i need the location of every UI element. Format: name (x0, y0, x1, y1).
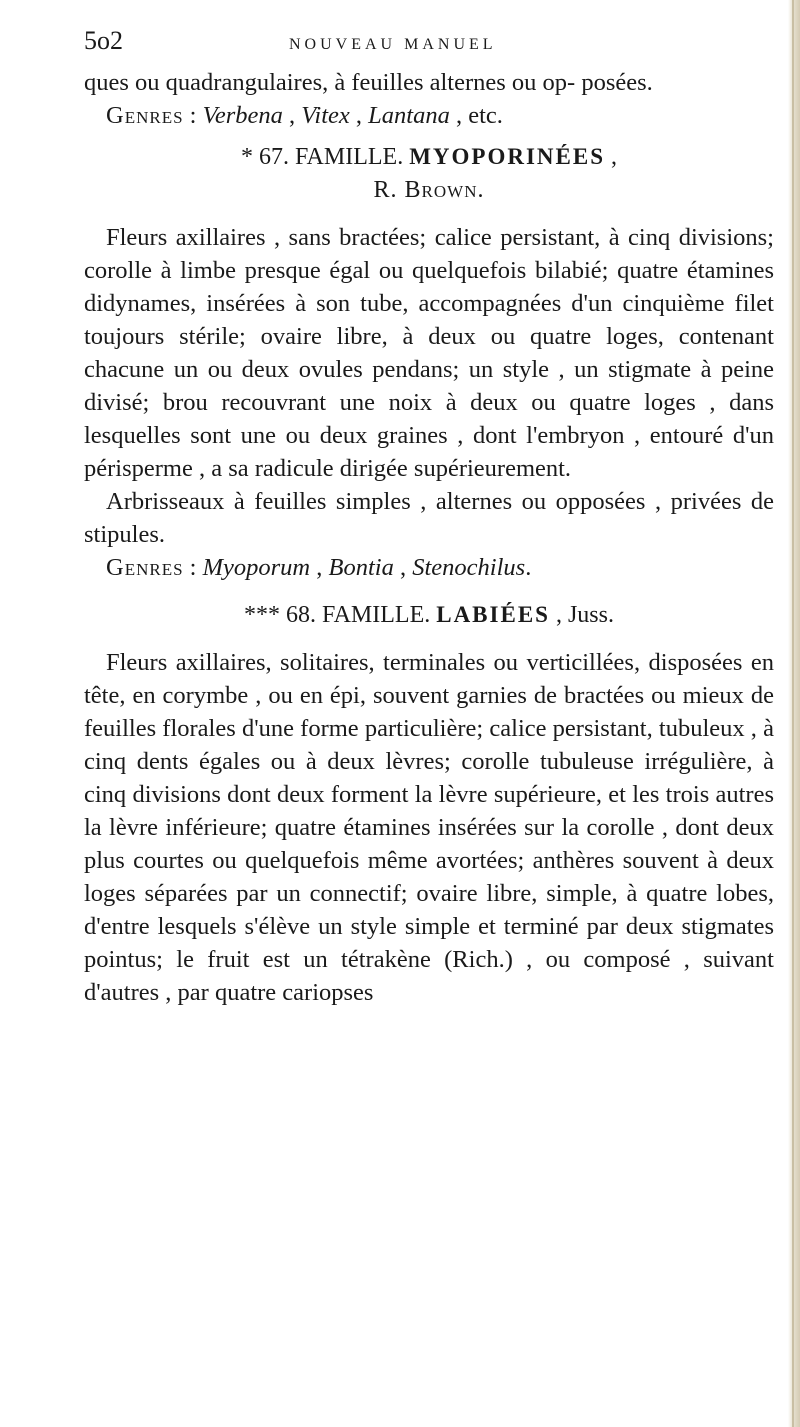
text-line: ques ou quadrangulaires, à feuilles alternes ou op- (84, 69, 576, 96)
family-heading-68: *** 68. FAMILLE. LABIÉES , Juss. (244, 602, 614, 628)
book-page (84, 26, 774, 1009)
family-heading-67: * 67. FAMILLE. MYOPORINÉES , (240, 144, 617, 170)
genus-name: Verbena (202, 102, 283, 129)
page-header (84, 26, 774, 66)
description-paragraph-67: Fleurs axillaires , sans bractées; calice persistant, à cinq divisions; corolle à limbe presque égal ou quelquefois bilabié; quatre étamines didynames, insérées à son tube, accompagnées d'un cinquième filet toujours stérile; ovaire libre, à deux ou quatre loges, contenant chacune un ou deux ovules pendans; un style , un stigmate à peine divisé; brou recouvrant une noix à deux ou quatre loges , dans lesquelles sont une ou deux graines , dont l'embryon , entouré d'un périsperme , a sa radicule dirigée supérieurement. (84, 224, 774, 482)
running-head: NOUVEAU MANUEL (289, 36, 497, 53)
family-author: R. Brown. (373, 177, 485, 203)
family-number: *** 68. FAMILLE. (244, 602, 437, 628)
family-name: MYOPORINÉES (409, 144, 605, 169)
genus-name: Myoporum (202, 554, 311, 581)
genres-label: Genres (106, 554, 184, 581)
genus-name: Vitex (301, 102, 350, 129)
family-number: * 67. FAMILLE. (240, 144, 410, 170)
page-number: 5o2 (84, 26, 123, 55)
habit-paragraph-67: Arbrisseaux à feuilles simples , alternes ou opposées , privées de stipules. (84, 488, 774, 548)
page-edge-shadow (788, 0, 800, 1427)
genus-name: Bontia (328, 554, 394, 581)
genres-label: Genres (106, 102, 184, 129)
genera-line-verbenacees: Genres : Verbena , Vitex , Lantana , etc. (106, 102, 503, 129)
page-edge-line (792, 0, 794, 1427)
genera-line-myoporinees: Genres : Myoporum , Bontia , Stenochilus. (106, 554, 532, 581)
text-line: posées. (581, 69, 653, 96)
genus-name: Stenochilus (412, 554, 526, 581)
genus-name: Lantana (368, 102, 450, 129)
continuation-paragraph (84, 66, 774, 99)
description-paragraph-68: Fleurs axillaires, solitaires, terminales ou verticillées, disposées en tête, en corymbe , ou en épi, souvent garnies de bractées ou mieux de feuilles florales d'une forme particulière; calice persistant, tubuleux , à cinq dents égales ou à deux lèvres; corolle tubuleuse irrégulière, à cinq divisions dont deux forment la lèvre supérieure, et les trois autres la lèvre inférieure; quatre étamines insérées sur la corolle , dont deux plus courtes ou quelquefois même avortées; anthères souvent à deux loges séparées par un connectif; ovaire libre, simple, à quatre lobes, d'entre lesquels s'élève un style simple et terminé par deux stigmates pointus; le fruit est un tétrakène (Rich.) , ou composé , suivant d'autres , par quatre cariopses (84, 649, 774, 1006)
family-name: LABIÉES (436, 602, 550, 627)
